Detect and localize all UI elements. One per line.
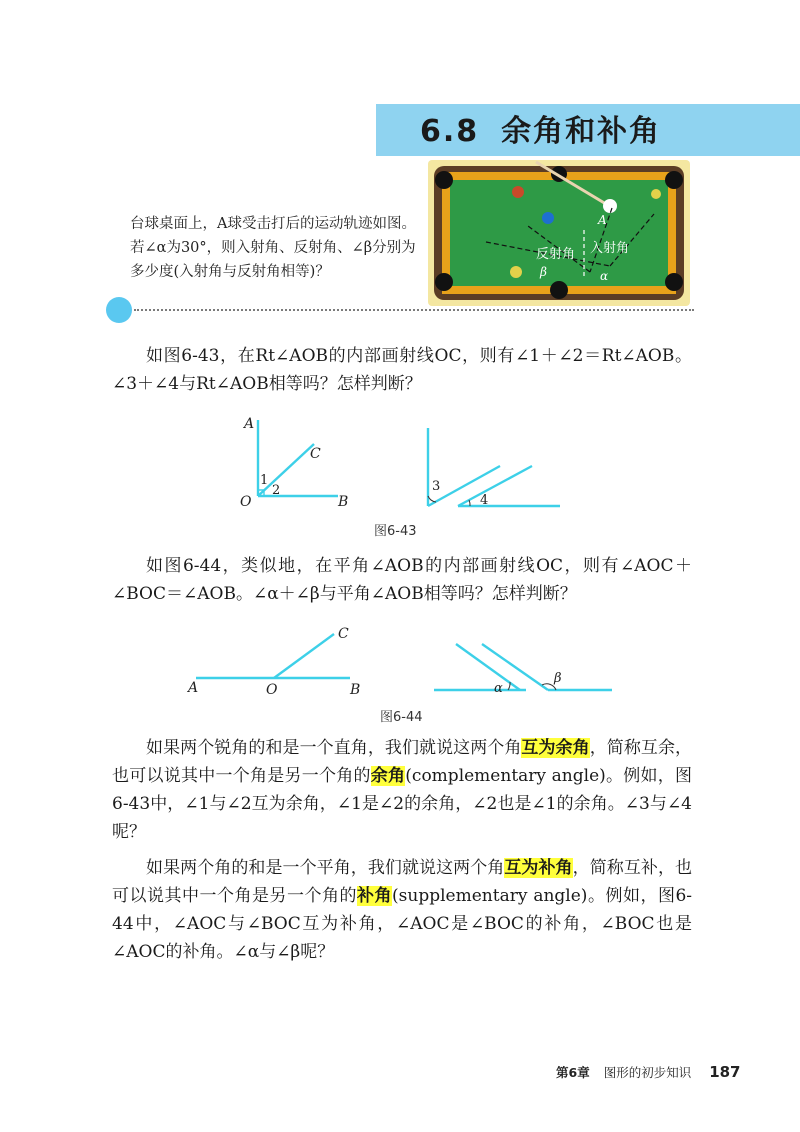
paragraph-4 — [112, 854, 692, 966]
pool-label-reflect: 反射角 — [536, 247, 576, 262]
fig43-angle-2: 2 — [272, 483, 281, 498]
dotted-divider — [134, 309, 694, 311]
fig44-label-a: A — [188, 680, 199, 696]
paragraph-3-text-b: ，简称互余，也可以说其中一个角是另一个角的 — [112, 738, 693, 786]
term-complementary-angle: 余角 — [370, 766, 406, 786]
section-title — [420, 106, 661, 150]
term-supplementary-angle: 补角 — [357, 886, 393, 906]
fig43-label-b: B — [338, 494, 349, 510]
pool-label-beta: β — [540, 265, 547, 279]
paragraph-2: 如图6-44，类似地，在平角∠AOB的内部画射线OC，则有∠AOC＋∠BOC＝∠AOB。∠α＋∠β与平角∠AOB相等吗？怎样判断？ — [112, 556, 692, 604]
footer-chapter: 第6章 — [556, 1065, 590, 1080]
term-complementary-mutual: 互为余角 — [521, 738, 590, 758]
paragraph-3-text-a: 如果两个锐角的和是一个直角，我们就说这两个角 — [146, 738, 522, 758]
footer-chapter-title: 图形的初步知识 — [603, 1065, 692, 1080]
paragraph-3 — [112, 734, 692, 846]
fig44-label-c: C — [338, 626, 349, 642]
pool-label-incident: 入射角 — [590, 241, 630, 256]
pool-label-a: A — [598, 213, 607, 227]
paragraph-4-text-b: ，简称互补，也可以说其中一个角是另一个角的 — [112, 858, 693, 906]
paragraph-4-text-c: (supplementary angle)。例如，图6-44中，∠AOC与∠BOC互为补角，∠AOC是∠BOC的补角，∠BOC也是∠AOC的补角。∠α与∠β呢？ — [112, 886, 693, 962]
figure-6-44 — [182, 622, 622, 702]
paragraph-3-text-c: (complementary angle)。例如，图6-43中，∠1与∠2互为余角，∠1是∠2的余角，∠2也是∠1的余角。∠3与∠4呢？ — [112, 766, 693, 842]
term-supplementary-mutual: 互为补角 — [504, 858, 573, 878]
fig44-label-b: B — [350, 682, 361, 698]
page-footer — [556, 1063, 741, 1081]
section-title-text: 余角和补角 — [501, 114, 662, 149]
fig43-label-a: A — [244, 416, 255, 432]
section-number: 6.8 — [420, 114, 480, 149]
fig43-angle-3: 3 — [432, 479, 441, 494]
fig44-label-beta: β — [554, 671, 562, 686]
section-marker-dot — [106, 297, 132, 323]
fig43-label-c: C — [310, 446, 321, 462]
fig43-label-o: O — [240, 494, 252, 510]
fig44-label-o: O — [266, 682, 278, 698]
fig43-angle-4: 4 — [480, 493, 489, 508]
fig43-angle-1: 1 — [260, 473, 269, 488]
page-number: 187 — [709, 1063, 741, 1081]
pool-label-alpha: α — [600, 269, 609, 283]
figure-6-43 — [230, 410, 570, 520]
paragraph-4-text-a: 如果两个角的和是一个平角，我们就说这两个角 — [146, 858, 505, 878]
figure-6-44-caption: 图6-44 — [380, 710, 423, 725]
fig44-label-alpha: α — [494, 681, 503, 696]
pool-table-image — [428, 160, 690, 306]
figure-6-43-caption: 图6-43 — [374, 524, 417, 539]
paragraph-1: 如图6-43，在Rt∠AOB的内部画射线OC，则有∠1＋∠2＝Rt∠AOB。∠3＋∠4与Rt∠AOB相等吗？怎样判断？ — [112, 346, 692, 394]
intro-problem-text: 台球桌面上，A球受击打后的运动轨迹如图。若∠α为30°，则入射角、反射角、∠β分别为多少度(入射角与反射角相等)？ — [130, 216, 416, 280]
